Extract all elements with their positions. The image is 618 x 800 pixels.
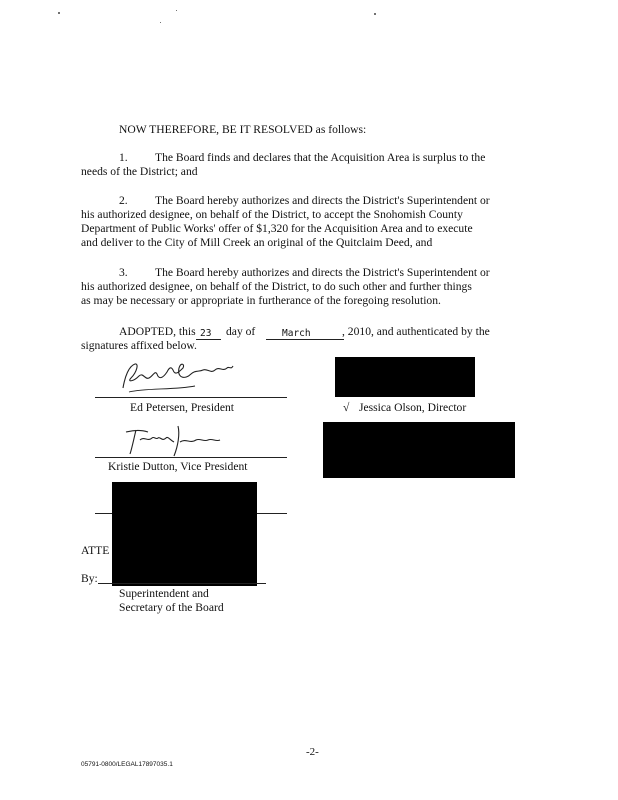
director-checkmark: √	[343, 401, 350, 414]
redaction-box	[335, 357, 475, 397]
president-signature-line	[95, 397, 287, 398]
attest-by-line	[98, 583, 266, 584]
item-text-line: Department of Public Works' offer of $1,320 for the Acquisition Area and to execute	[81, 222, 473, 235]
attest-by-label: By:	[81, 572, 98, 585]
redaction-box	[323, 422, 515, 478]
item-text-line: The Board hereby authorizes and directs the District's Superintendent or	[155, 266, 490, 279]
adopted-day: 23	[200, 328, 212, 339]
adopted-day-of: day of	[226, 325, 256, 338]
item-text-line: his authorized designee, on behalf of the District, to accept the Snohomish County	[81, 208, 463, 221]
item-text-line: as may be necessary or appropriate in furtherance of the foregoing resolution.	[81, 294, 441, 307]
item-text-line: his authorized designee, on behalf of the District, to do such other and further things	[81, 280, 472, 293]
item-number: 2.	[119, 194, 128, 207]
scan-speck	[160, 22, 161, 23]
adopted-line2: signatures affixed below.	[81, 339, 197, 352]
adopted-month: March	[282, 328, 311, 339]
item-text-line: needs of the District; and	[81, 165, 198, 178]
scan-speck	[374, 13, 376, 15]
scan-speck	[176, 10, 177, 11]
president-name: Ed Petersen, President	[130, 401, 234, 414]
adopted-suffix: , 2010, and authenticated by the	[342, 325, 490, 338]
item-text-line: The Board hereby authorizes and directs the District's Superintendent or	[155, 194, 490, 207]
item-number: 1.	[119, 151, 128, 164]
footer-document-code: 05791-0800/LEGAL17897035.1	[81, 761, 173, 768]
president-signature	[115, 358, 255, 398]
resolution-heading: NOW THEREFORE, BE IT RESOLVED as follows:	[119, 123, 367, 136]
item-text-line: The Board finds and declares that the Acquisition Area is surplus to the	[155, 151, 486, 164]
item-text-line: and deliver to the City of Mill Creek an original of the Quitclaim Deed, and	[81, 236, 433, 249]
page-number: -2-	[306, 746, 319, 758]
vice-president-signature	[120, 420, 230, 460]
attest-title-line1: Superintendent and	[119, 587, 209, 600]
attest-title-line2: Secretary of the Board	[119, 601, 224, 614]
attest-label: ATTE	[81, 544, 110, 557]
vice-president-signature-line	[95, 457, 287, 458]
adopted-prefix: ADOPTED, this	[119, 325, 196, 338]
vice-president-name: Kristie Dutton, Vice President	[108, 460, 248, 473]
redaction-box	[112, 482, 257, 586]
item-number: 3.	[119, 266, 128, 279]
scan-speck	[58, 12, 60, 14]
director-name: Jessica Olson, Director	[359, 401, 467, 414]
